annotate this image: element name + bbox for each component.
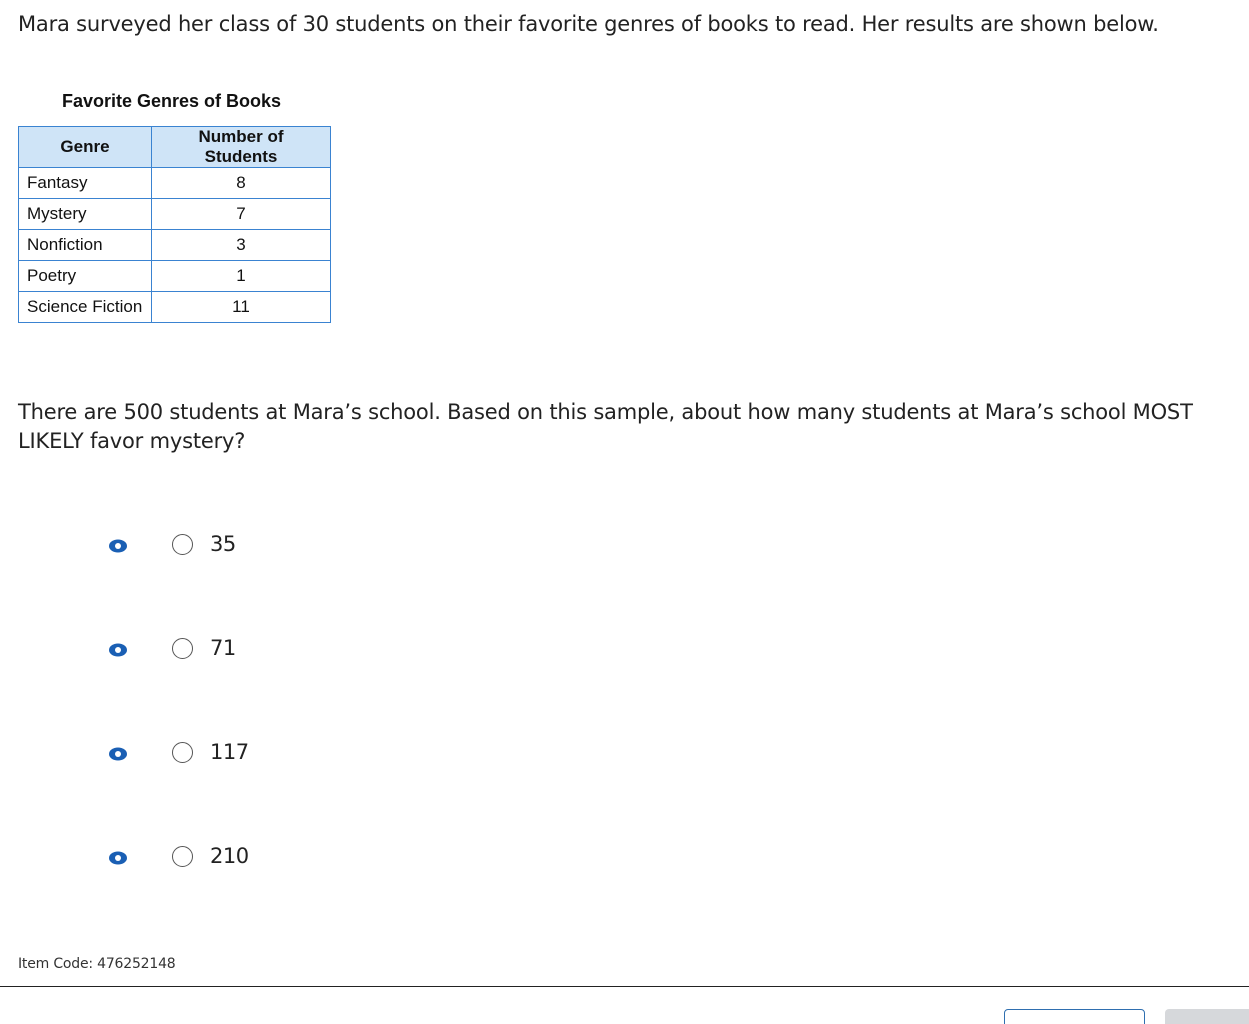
footer-primary-button[interactable] [1165,1009,1249,1024]
radio-button[interactable] [172,638,193,659]
count-cell: 7 [152,199,331,230]
choice-label[interactable]: 210 [210,844,249,868]
table-row [19,292,331,323]
choice-label[interactable]: 71 [210,636,236,660]
count-cell: 8 [152,168,331,199]
genre-cell: Fantasy [19,168,152,199]
question-text: There are 500 students at Mara’s school. Based on this sample, about how many students at Mara’s school MOST LIKELY favor mystery? [18,400,1193,453]
genre-cell: Science Fiction [19,292,152,323]
table-header-row [19,127,331,168]
genre-cell: Nonfiction [19,230,152,261]
count-cell: 3 [152,230,331,261]
count-cell: 1 [152,261,331,292]
answer-choice-a[interactable] [0,526,400,566]
header-genre: Genre [19,127,152,168]
table-row [19,199,331,230]
table-row [19,230,331,261]
footer-divider [0,986,1249,987]
intro-text: Mara surveyed her class of 30 students on their favorite genres of books to read. Her results are shown below. [18,12,1159,36]
header-number-of-students: Number of Students [152,127,331,168]
genre-cell: Poetry [19,261,152,292]
choice-label[interactable]: 35 [210,532,236,556]
eye-icon[interactable] [108,746,128,762]
genre-cell: Mystery [19,199,152,230]
table-title: Favorite Genres of Books [62,91,282,111]
count-cell: 11 [152,292,331,323]
choice-label[interactable]: 117 [210,740,249,764]
table-row [19,168,331,199]
footer-secondary-button[interactable] [1004,1009,1145,1024]
item-code: Item Code: 476252148 [18,956,176,972]
radio-button[interactable] [172,742,193,763]
answer-choice-c[interactable] [0,734,400,774]
radio-button[interactable] [172,846,193,867]
eye-icon[interactable] [108,642,128,658]
eye-icon[interactable] [108,538,128,554]
table-row [19,261,331,292]
answer-choice-b[interactable] [0,630,400,670]
radio-button[interactable] [172,534,193,555]
eye-icon[interactable] [108,850,128,866]
answer-choice-d[interactable] [0,838,400,878]
genres-table [18,126,331,323]
